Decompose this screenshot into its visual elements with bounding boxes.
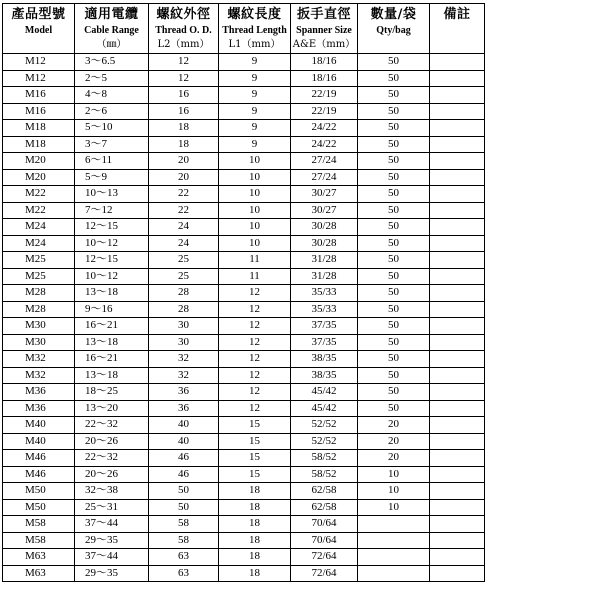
table-row: [3, 235, 485, 252]
cell-thread-od: 40: [149, 417, 219, 434]
cell-cable-range: 18～25: [75, 384, 149, 401]
cell-spanner-size: 70/64: [291, 532, 358, 549]
cell-cable-range: 12～15: [75, 219, 149, 236]
cell-thread-length: 12: [219, 351, 291, 368]
cell-thread-od: 12: [149, 54, 219, 71]
cell-remarks: [430, 70, 485, 87]
cell-qty-bag: [358, 516, 430, 533]
cell-thread-od: 24: [149, 235, 219, 252]
cell-spanner-size: 30/27: [291, 186, 358, 203]
cell-remarks: [430, 516, 485, 533]
cell-remarks: [430, 334, 485, 351]
cell-spanner-size: 22/19: [291, 87, 358, 104]
cell-cable-range: 20～26: [75, 433, 149, 450]
cell-thread-length: 18: [219, 516, 291, 533]
cell-model: M58: [3, 516, 75, 533]
cell-spanner-size: 45/42: [291, 400, 358, 417]
table-row: [3, 499, 485, 516]
cell-thread-od: 28: [149, 285, 219, 302]
cell-model: M50: [3, 483, 75, 500]
cell-model: M63: [3, 565, 75, 582]
header-en: Qty/bag: [376, 25, 411, 36]
cell-qty-bag: 50: [358, 136, 430, 153]
cell-spanner-size: 62/58: [291, 499, 358, 516]
cell-remarks: [430, 120, 485, 137]
cell-model: M46: [3, 466, 75, 483]
cell-model: M40: [3, 433, 75, 450]
cell-remarks: [430, 351, 485, 368]
cell-thread-od: 12: [149, 70, 219, 87]
cell-cable-range: 10～13: [75, 186, 149, 203]
cell-cable-range: 3～7: [75, 136, 149, 153]
header-row: [3, 4, 485, 54]
cell-qty-bag: 50: [358, 252, 430, 269]
cell-remarks: [430, 483, 485, 500]
cell-thread-length: 18: [219, 483, 291, 500]
cell-cable-range: 6～11: [75, 153, 149, 170]
cell-remarks: [430, 301, 485, 318]
cell-qty-bag: [358, 565, 430, 582]
header-zh: 螺紋外徑: [156, 7, 211, 22]
cell-thread-length: 11: [219, 252, 291, 269]
cell-cable-range: 3～6.5: [75, 54, 149, 71]
cell-qty-bag: 50: [358, 400, 430, 417]
cell-spanner-size: 38/35: [291, 367, 358, 384]
table-row: [3, 532, 485, 549]
header-spanner-size: [291, 4, 358, 54]
table-row: [3, 466, 485, 483]
table-row: [3, 384, 485, 401]
cell-remarks: [430, 169, 485, 186]
header-remarks: [430, 4, 485, 54]
cell-qty-bag: 50: [358, 54, 430, 71]
header-zh: 數量/袋: [370, 7, 417, 22]
cell-model: M40: [3, 417, 75, 434]
cell-qty-bag: 10: [358, 499, 430, 516]
cell-spanner-size: 27/24: [291, 169, 358, 186]
cell-thread-od: 46: [149, 466, 219, 483]
cell-thread-length: 9: [219, 70, 291, 87]
cell-thread-od: 28: [149, 301, 219, 318]
cell-thread-length: 9: [219, 103, 291, 120]
cell-spanner-size: 70/64: [291, 516, 358, 533]
cell-thread-length: 12: [219, 301, 291, 318]
table-row: [3, 301, 485, 318]
cell-cable-range: 2～5: [75, 70, 149, 87]
cell-qty-bag: 50: [358, 103, 430, 120]
cell-thread-length: 12: [219, 400, 291, 417]
cell-spanner-size: 30/28: [291, 235, 358, 252]
cell-remarks: [430, 219, 485, 236]
cell-thread-length: 15: [219, 466, 291, 483]
cell-thread-od: 40: [149, 433, 219, 450]
cell-qty-bag: 50: [358, 351, 430, 368]
cell-remarks: [430, 499, 485, 516]
cell-cable-range: 37～44: [75, 516, 149, 533]
cell-qty-bag: [358, 532, 430, 549]
cell-qty-bag: 50: [358, 318, 430, 335]
cell-model: M18: [3, 136, 75, 153]
header-zh: 扳手直徑: [296, 7, 351, 22]
header-unit: A&E（mm）: [292, 39, 356, 50]
table-row: [3, 268, 485, 285]
cell-qty-bag: 50: [358, 186, 430, 203]
cell-remarks: [430, 433, 485, 450]
cell-model: M20: [3, 153, 75, 170]
cell-thread-od: 58: [149, 516, 219, 533]
cell-cable-range: 4～8: [75, 87, 149, 104]
cell-remarks: [430, 565, 485, 582]
cell-remarks: [430, 235, 485, 252]
cell-thread-length: 10: [219, 186, 291, 203]
cell-qty-bag: 50: [358, 219, 430, 236]
cell-thread-length: 18: [219, 532, 291, 549]
cell-cable-range: 9～16: [75, 301, 149, 318]
table-row: [3, 87, 485, 104]
cell-model: M20: [3, 169, 75, 186]
header-en: Thread O. D.: [155, 25, 212, 36]
table-row: [3, 483, 485, 500]
cell-thread-length: 12: [219, 384, 291, 401]
cell-remarks: [430, 252, 485, 269]
table-row: [3, 549, 485, 566]
cell-thread-od: 32: [149, 351, 219, 368]
cell-thread-od: 20: [149, 153, 219, 170]
cell-thread-od: 46: [149, 450, 219, 467]
cell-thread-length: 12: [219, 285, 291, 302]
cell-model: M24: [3, 219, 75, 236]
cell-cable-range: 7～12: [75, 202, 149, 219]
cell-model: M12: [3, 70, 75, 87]
cell-remarks: [430, 367, 485, 384]
cell-spanner-size: 52/52: [291, 433, 358, 450]
table-row: [3, 103, 485, 120]
cell-spanner-size: 35/33: [291, 301, 358, 318]
cell-cable-range: 37～44: [75, 549, 149, 566]
table-row: [3, 334, 485, 351]
cell-qty-bag: 20: [358, 433, 430, 450]
cell-spanner-size: 31/28: [291, 268, 358, 285]
table-row: [3, 433, 485, 450]
table-body: [3, 54, 485, 582]
cell-spanner-size: 37/35: [291, 334, 358, 351]
cell-spanner-size: 45/42: [291, 384, 358, 401]
header-unit: L1（mm）: [228, 39, 281, 50]
table-row: [3, 54, 485, 71]
table-row: [3, 219, 485, 236]
cell-qty-bag: 10: [358, 466, 430, 483]
header-en: Model: [24, 25, 53, 36]
spec-table-wrapper: [2, 3, 485, 582]
table-row: [3, 153, 485, 170]
cell-model: M28: [3, 285, 75, 302]
cell-cable-range: 16～21: [75, 318, 149, 335]
cell-remarks: [430, 54, 485, 71]
cell-thread-length: 15: [219, 450, 291, 467]
cell-thread-od: 18: [149, 136, 219, 153]
cell-remarks: [430, 318, 485, 335]
cell-thread-length: 12: [219, 318, 291, 335]
cell-model: M30: [3, 334, 75, 351]
table-row: [3, 450, 485, 467]
cell-model: M16: [3, 87, 75, 104]
cell-thread-od: 18: [149, 120, 219, 137]
header-thread-od: [149, 4, 219, 54]
cell-remarks: [430, 417, 485, 434]
cell-spanner-size: 24/22: [291, 120, 358, 137]
cell-qty-bag: 50: [358, 334, 430, 351]
cell-thread-length: 12: [219, 367, 291, 384]
cell-model: M16: [3, 103, 75, 120]
table-row: [3, 318, 485, 335]
cell-thread-length: 9: [219, 120, 291, 137]
header-unit: L2（mm）: [157, 39, 210, 50]
cell-thread-od: 36: [149, 400, 219, 417]
cell-model: M28: [3, 301, 75, 318]
cell-cable-range: 22～32: [75, 417, 149, 434]
cell-thread-od: 20: [149, 169, 219, 186]
cell-spanner-size: 62/58: [291, 483, 358, 500]
cell-remarks: [430, 136, 485, 153]
cell-model: M25: [3, 268, 75, 285]
cell-model: M12: [3, 54, 75, 71]
cell-qty-bag: 50: [358, 120, 430, 137]
cell-qty-bag: 10: [358, 483, 430, 500]
table-row: [3, 417, 485, 434]
cell-qty-bag: 50: [358, 367, 430, 384]
cell-cable-range: 12～15: [75, 252, 149, 269]
cell-cable-range: 10～12: [75, 268, 149, 285]
cell-model: M24: [3, 235, 75, 252]
cell-spanner-size: 58/52: [291, 466, 358, 483]
cell-thread-od: 24: [149, 219, 219, 236]
cell-qty-bag: 50: [358, 153, 430, 170]
cell-qty-bag: 50: [358, 70, 430, 87]
cell-spanner-size: 72/64: [291, 549, 358, 566]
cell-model: M46: [3, 450, 75, 467]
cell-spanner-size: 30/28: [291, 219, 358, 236]
cell-spanner-size: 72/64: [291, 565, 358, 582]
cell-thread-length: 15: [219, 417, 291, 434]
cell-thread-od: 58: [149, 532, 219, 549]
cell-remarks: [430, 532, 485, 549]
cell-model: M58: [3, 532, 75, 549]
cell-thread-od: 25: [149, 252, 219, 269]
cell-model: M63: [3, 549, 75, 566]
cell-qty-bag: 50: [358, 87, 430, 104]
cell-model: M36: [3, 384, 75, 401]
cell-model: M18: [3, 120, 75, 137]
cell-remarks: [430, 186, 485, 203]
cell-model: M25: [3, 252, 75, 269]
cell-cable-range: 2～6: [75, 103, 149, 120]
cell-thread-od: 22: [149, 186, 219, 203]
cell-thread-od: 25: [149, 268, 219, 285]
cell-qty-bag: 50: [358, 169, 430, 186]
header-en: Thread Length: [222, 25, 287, 36]
cell-spanner-size: 58/52: [291, 450, 358, 467]
cell-thread-od: 30: [149, 318, 219, 335]
table-row: [3, 202, 485, 219]
cell-spanner-size: 30/27: [291, 202, 358, 219]
cell-spanner-size: 22/19: [291, 103, 358, 120]
header-zh: 螺紋長度: [227, 7, 282, 22]
header-model: [3, 4, 75, 54]
cell-remarks: [430, 400, 485, 417]
table-row: [3, 252, 485, 269]
cell-thread-length: 9: [219, 136, 291, 153]
cell-thread-length: 10: [219, 153, 291, 170]
cell-spanner-size: 18/16: [291, 54, 358, 71]
header-en: Cable Range: [84, 25, 139, 36]
table-header: [3, 4, 485, 54]
cell-qty-bag: 50: [358, 268, 430, 285]
table-row: [3, 120, 485, 137]
cell-thread-od: 63: [149, 565, 219, 582]
cell-model: M22: [3, 202, 75, 219]
header-cable-range: [75, 4, 149, 54]
cell-cable-range: 10～12: [75, 235, 149, 252]
header-thread-length: [219, 4, 291, 54]
header-unit: （㎜）: [96, 39, 127, 50]
cell-cable-range: 29～35: [75, 565, 149, 582]
cell-thread-od: 63: [149, 549, 219, 566]
cell-qty-bag: 50: [358, 384, 430, 401]
cell-qty-bag: 50: [358, 285, 430, 302]
cell-remarks: [430, 153, 485, 170]
cell-spanner-size: 24/22: [291, 136, 358, 153]
cell-remarks: [430, 285, 485, 302]
cell-qty-bag: 20: [358, 417, 430, 434]
table-row: [3, 400, 485, 417]
cell-thread-length: 9: [219, 54, 291, 71]
cell-qty-bag: 20: [358, 450, 430, 467]
cell-cable-range: 13～18: [75, 334, 149, 351]
cell-qty-bag: [358, 549, 430, 566]
table-row: [3, 169, 485, 186]
cell-cable-range: 22～32: [75, 450, 149, 467]
header-en: Spanner Size: [296, 25, 352, 36]
cell-thread-od: 36: [149, 384, 219, 401]
cell-qty-bag: 50: [358, 202, 430, 219]
cell-cable-range: 16～21: [75, 351, 149, 368]
table-row: [3, 70, 485, 87]
cell-cable-range: 13～20: [75, 400, 149, 417]
header-qty-bag: [358, 4, 430, 54]
header-zh: 產品型號: [11, 7, 66, 22]
cell-spanner-size: 37/35: [291, 318, 358, 335]
cell-thread-od: 16: [149, 103, 219, 120]
cell-model: M36: [3, 400, 75, 417]
cell-thread-od: 50: [149, 499, 219, 516]
cell-model: M22: [3, 186, 75, 203]
cell-remarks: [430, 268, 485, 285]
table-row: [3, 565, 485, 582]
cell-thread-od: 16: [149, 87, 219, 104]
header-zh: 備註: [443, 7, 471, 22]
cell-remarks: [430, 549, 485, 566]
cell-thread-length: 10: [219, 235, 291, 252]
cell-remarks: [430, 450, 485, 467]
cell-remarks: [430, 103, 485, 120]
table-row: [3, 516, 485, 533]
table-row: [3, 186, 485, 203]
cell-model: M32: [3, 351, 75, 368]
cell-thread-length: 18: [219, 499, 291, 516]
cell-model: M32: [3, 367, 75, 384]
cell-thread-length: 15: [219, 433, 291, 450]
cell-model: M30: [3, 318, 75, 335]
cell-thread-od: 30: [149, 334, 219, 351]
table-row: [3, 351, 485, 368]
cell-thread-length: 11: [219, 268, 291, 285]
cell-spanner-size: 38/35: [291, 351, 358, 368]
cell-thread-length: 18: [219, 549, 291, 566]
cell-spanner-size: 18/16: [291, 70, 358, 87]
cell-spanner-size: 27/24: [291, 153, 358, 170]
cell-remarks: [430, 87, 485, 104]
cell-thread-length: 18: [219, 565, 291, 582]
cell-cable-range: 13～18: [75, 367, 149, 384]
cell-thread-length: 9: [219, 87, 291, 104]
cell-thread-od: 50: [149, 483, 219, 500]
cell-thread-length: 12: [219, 334, 291, 351]
cell-cable-range: 5～9: [75, 169, 149, 186]
cell-thread-length: 10: [219, 202, 291, 219]
cell-spanner-size: 52/52: [291, 417, 358, 434]
table-row: [3, 136, 485, 153]
cell-cable-range: 29～35: [75, 532, 149, 549]
cell-cable-range: 20～26: [75, 466, 149, 483]
cell-thread-length: 10: [219, 169, 291, 186]
cell-cable-range: 32～38: [75, 483, 149, 500]
cell-cable-range: 25～31: [75, 499, 149, 516]
cell-spanner-size: 35/33: [291, 285, 358, 302]
cell-thread-length: 10: [219, 219, 291, 236]
table-row: [3, 367, 485, 384]
cell-qty-bag: 50: [358, 235, 430, 252]
cell-qty-bag: 50: [358, 301, 430, 318]
cable-gland-spec-table: [2, 3, 485, 582]
cell-thread-od: 22: [149, 202, 219, 219]
cell-model: M50: [3, 499, 75, 516]
cell-remarks: [430, 384, 485, 401]
cell-cable-range: 13～18: [75, 285, 149, 302]
header-zh: 適用電纜: [84, 7, 139, 22]
cell-thread-od: 32: [149, 367, 219, 384]
cell-remarks: [430, 202, 485, 219]
table-row: [3, 285, 485, 302]
cell-remarks: [430, 466, 485, 483]
cell-cable-range: 5～10: [75, 120, 149, 137]
cell-spanner-size: 31/28: [291, 252, 358, 269]
